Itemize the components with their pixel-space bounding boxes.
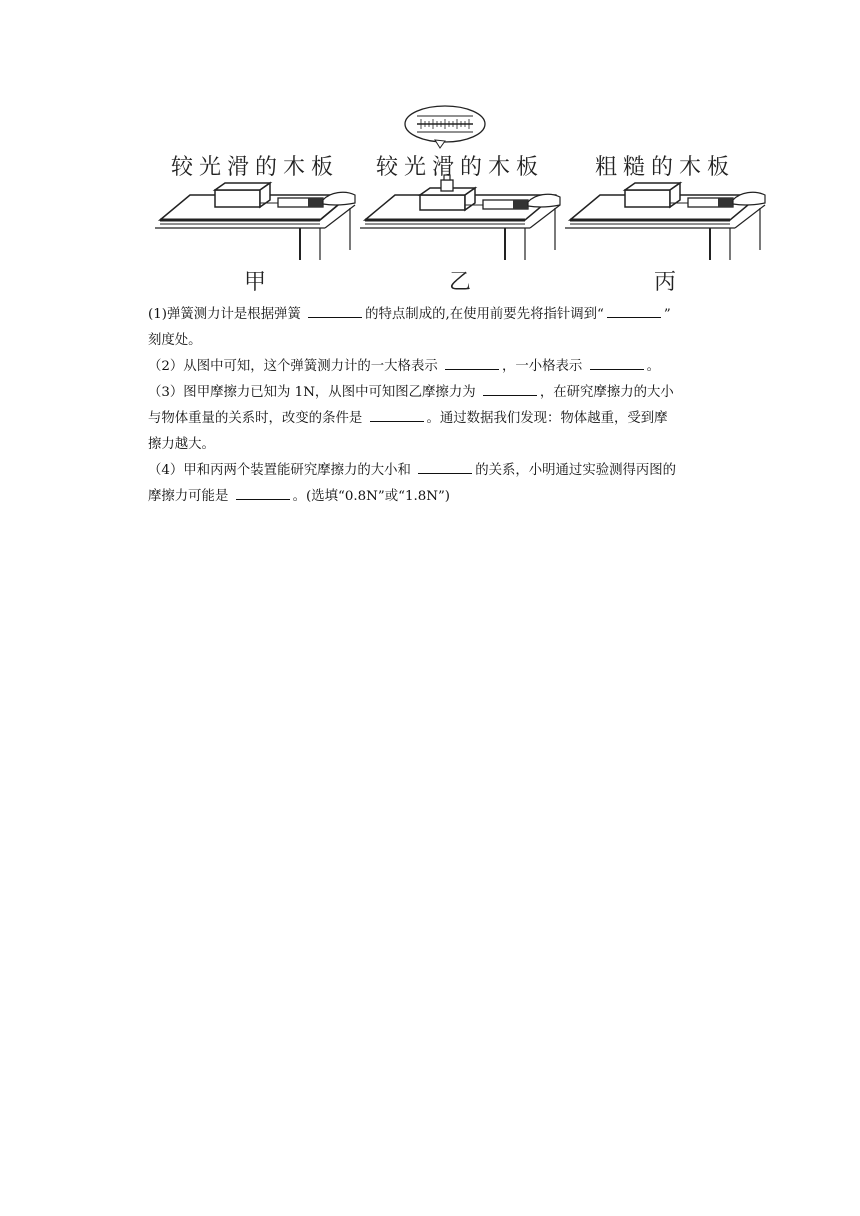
question-text: 的关系，小明通过实验测得丙图的 [475, 463, 677, 478]
panel-yi [355, 100, 565, 295]
question-text: 。(选填“0.8N”或“1.8N”) [292, 489, 451, 504]
question-text: 。 [646, 359, 660, 374]
answer-blank[interactable] [370, 407, 424, 422]
question-text: ，在研究摩擦力的大小 [539, 385, 674, 400]
question-1 [148, 302, 738, 354]
question-text: 摩擦力可能是 [148, 489, 233, 504]
question-text: （4）甲和丙两个装置能研究摩擦力的大小和 [148, 463, 416, 478]
question-text: ，一小格表示 [501, 359, 587, 374]
answer-blank[interactable] [308, 303, 362, 318]
experiment-figure [150, 100, 770, 295]
question-text: 。通过数据我们发现：物体越重，受到摩 [426, 411, 668, 426]
answer-blank[interactable] [445, 355, 499, 370]
answer-blank[interactable] [590, 355, 644, 370]
question-text: （2）从图中可知，这个弹簧测力计的一大格表示 [148, 359, 442, 374]
panel-jia [150, 100, 360, 295]
question-text: 与物体重量的关系时，改变的条件是 [148, 411, 367, 426]
question-text: ” [663, 307, 671, 322]
answer-blank[interactable] [607, 303, 661, 318]
question-text: 刻度处。 [148, 333, 202, 348]
question-text: (1)弹簧测力计是根据弹簧 [148, 307, 306, 322]
question-2 [148, 354, 738, 380]
panel-bing [560, 100, 770, 295]
question-text: 的特点制成的,在使用前要先将指针调到“ [365, 307, 604, 322]
question-list [148, 302, 738, 510]
panel-title: 较光滑的木板 [170, 155, 339, 180]
question-4 [148, 458, 738, 510]
answer-blank[interactable] [483, 381, 537, 396]
panel-title: 粗糙的木板 [594, 155, 735, 180]
panel-title: 较光滑的木板 [375, 155, 544, 180]
question-text: 擦力越大。 [148, 437, 215, 452]
panel-caption: 甲 [243, 270, 266, 295]
question-3 [148, 380, 738, 458]
panel-caption: 乙 [448, 270, 471, 295]
answer-blank[interactable] [418, 459, 472, 474]
question-text: （3）图甲摩擦力已知为 1N，从图中可知图乙摩擦力为 [148, 385, 480, 400]
answer-blank[interactable] [236, 485, 290, 500]
panel-caption: 丙 [653, 270, 676, 295]
